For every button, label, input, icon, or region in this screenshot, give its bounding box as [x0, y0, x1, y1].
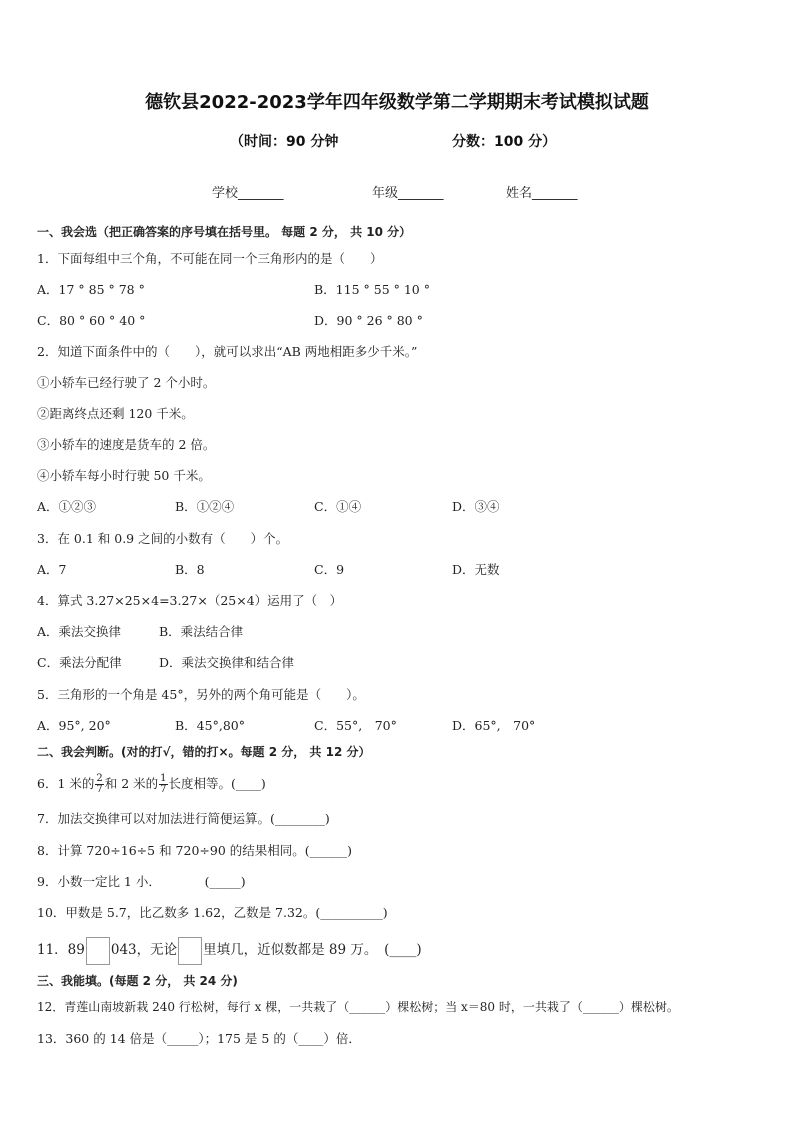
q6-text-pre: 6．1 米的 — [37, 776, 95, 791]
digit-blank-box[interactable] — [86, 937, 110, 965]
q5-option-a: A．95°, 20° — [37, 718, 111, 733]
digit-blank-box[interactable] — [178, 937, 202, 965]
question-7: 7．加法交换律可以对加法进行简便运算。(________) — [37, 811, 330, 826]
q11-text-3: 里填几，近似数都是 89 万。 (____) — [203, 942, 422, 958]
question-3-stem: 3．在 0.1 和 0.9 之间的小数有（ ）个。 — [37, 531, 289, 546]
question-9: 9．小数一定比 1 小． (_____) — [37, 874, 246, 889]
q4-option-c: C．乘法分配律 — [37, 655, 122, 670]
q1-option-b: B．115 ° 55 ° 10 ° — [314, 282, 430, 297]
question-10: 10．甲数是 5.7，比乙数多 1.62，乙数是 7.32。(__________) — [37, 905, 388, 920]
q11-text-1: 11．89 — [37, 942, 85, 958]
q5-option-c: C．55°, 70° — [314, 718, 397, 733]
q4-option-b: B．乘法结合律 — [159, 624, 244, 639]
q2-condition-2: ②距离终点还剩 120 千米。 — [37, 406, 194, 421]
question-5-stem: 5．三角形的一个角是 45°，另外的两个角可能是（ ）。 — [37, 687, 365, 702]
fraction-numerator: 2 — [96, 773, 103, 784]
fraction-denominator: 7 — [160, 784, 167, 795]
q2-option-c: C．①④ — [314, 499, 362, 514]
fraction-numerator: 1 — [160, 773, 167, 784]
q6-text-post: 长度相等。(____) — [168, 776, 266, 791]
question-13: 13．360 的 14 倍是（_____）；175 是 5 的（____）倍． — [37, 1031, 361, 1046]
name-field: 姓名_______ — [506, 186, 578, 201]
fraction-denominator: 7 — [96, 784, 103, 795]
q2-option-d: D．③④ — [452, 499, 500, 514]
q11-text-2: 043，无论 — [110, 942, 178, 958]
question-12: 12．青莲山南坡新栽 240 行松树，每行 x 棵，一共栽了（______）棵松树；当 x＝80 时，一共栽了（______）棵松树。 — [37, 1000, 679, 1014]
q1-option-c: C．80 ° 60 ° 40 ° — [37, 313, 146, 328]
q2-condition-4: ④小轿车每小时行驶 50 千米。 — [37, 468, 211, 483]
q2-condition-1: ①小轿车已经行驶了 2 个小时。 — [37, 375, 216, 390]
question-4-stem: 4．算式 3.27×25×4=3.27×（25×4）运用了（ ） — [37, 593, 343, 608]
question-1-stem: 1．下面每组中三个角，不可能在同一个三角形内的是（ ） — [37, 251, 383, 266]
grade-field: 年级_______ — [372, 186, 444, 201]
q5-option-d: D．65°, 70° — [452, 718, 536, 733]
score-label: 分数：100 分） — [452, 134, 557, 150]
exam-title: 德钦县2022-2023学年四年级数学第二学期期末考试模拟试题 — [145, 92, 649, 113]
q2-option-a: A．①②③ — [37, 499, 97, 514]
q6-text-mid: 和 2 米的 — [104, 776, 159, 791]
q3-option-c: C．9 — [314, 562, 345, 577]
question-2-stem: 2．知道下面条件中的（ ），就可以求出“AB 两地相距多少千米。” — [37, 344, 418, 359]
section-heading-3: 三、我能填。(每题 2 分， 共 24 分) — [37, 974, 238, 988]
section-heading-2: 二、我会判断。(对的打√，错的打×。每题 2 分， 共 12 分） — [37, 745, 371, 759]
fraction-one-seventh — [159, 774, 167, 795]
question-8: 8．计算 720÷16÷5 和 720÷90 的结果相同。(______) — [37, 843, 353, 858]
q1-option-a: A．17 ° 85 ° 78 ° — [37, 282, 145, 297]
q4-option-a: A．乘法交换律 — [37, 624, 122, 639]
question-6 — [37, 773, 266, 795]
section-heading-1: 一、我会选（把正确答案的序号填在括号里。 每题 2 分， 共 10 分） — [37, 225, 412, 239]
q3-option-a: A．7 — [37, 562, 67, 577]
q2-option-b: B．①②④ — [175, 499, 235, 514]
q5-option-b: B．45°,80° — [175, 718, 245, 733]
q3-option-d: D．无数 — [452, 562, 500, 577]
q4-option-d: D．乘法交换律和结合律 — [159, 655, 295, 670]
time-label: （时间：90 分钟 — [230, 134, 339, 150]
q3-option-b: B．8 — [175, 562, 205, 577]
question-11 — [37, 936, 422, 965]
school-field: 学校_______ — [212, 186, 284, 201]
fraction-two-sevenths — [95, 774, 103, 795]
q1-option-d: D．90 ° 26 ° 80 ° — [314, 313, 423, 328]
q2-condition-3: ③小轿车的速度是货车的 2 倍。 — [37, 437, 216, 452]
